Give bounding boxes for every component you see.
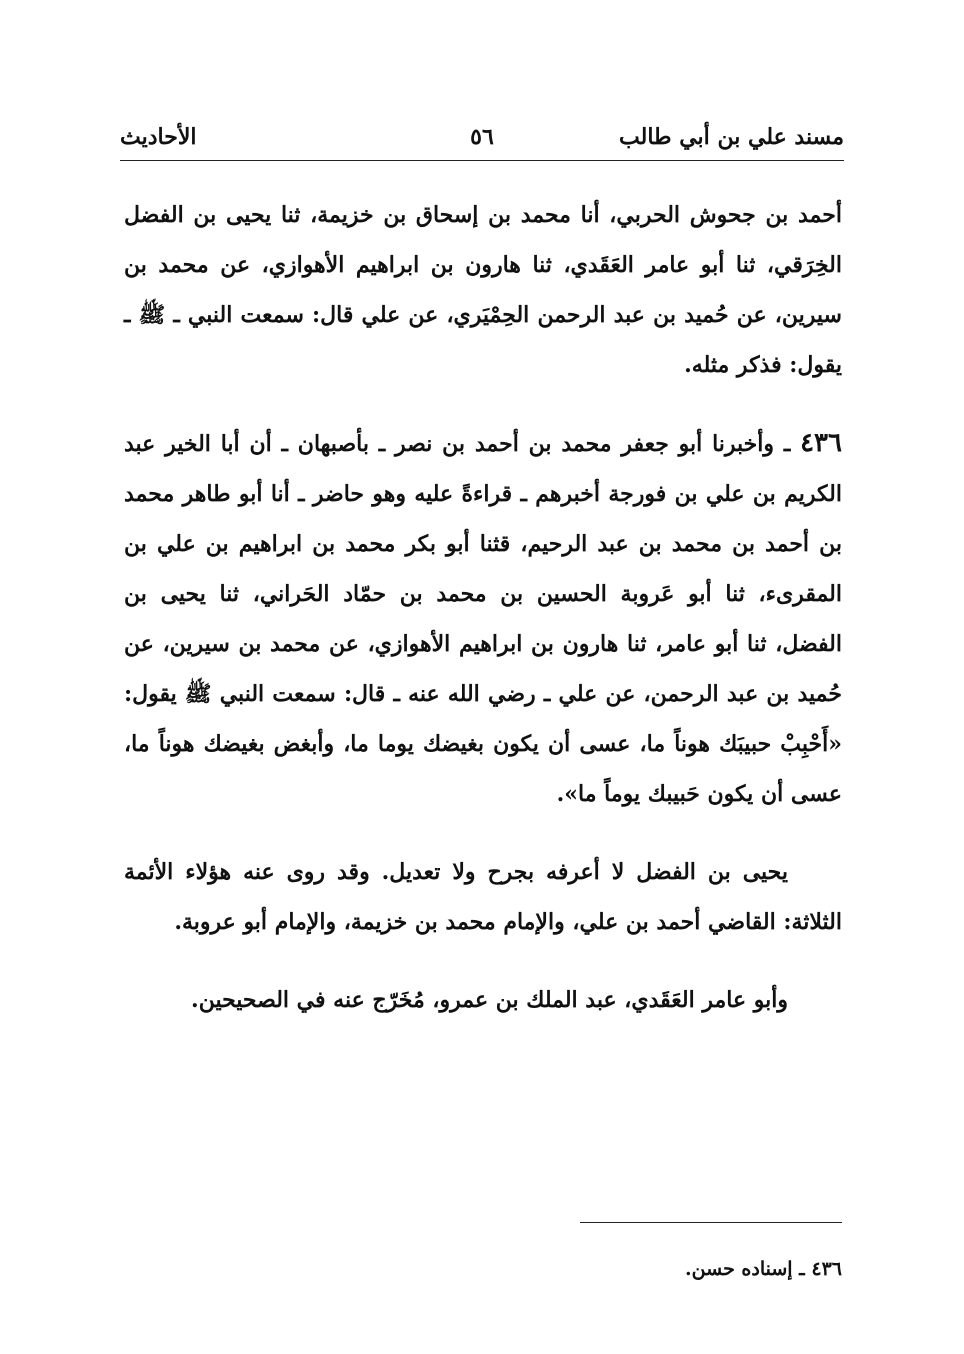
paragraph-4: وأبو عامر العَقَدي، عبد الملك بن عمرو، مُخَرّج عنه في الصحيحين.: [191, 987, 788, 1013]
page-number: ٥٦: [470, 124, 494, 150]
paragraph-2-text: ـ وأخبرنا أبو جعفر محمد بن أحمد بن نصر ـ بأصبهان ـ أن أبا الخير عبد الكريم بن علي بن فورجة أخبرهم ـ قراءةً عليه وهو حاضر ـ أنا أبو طاهر محمد بن أحمد بن محمد بن عبد الرحيم، قثنا أبو بكر محمد بن ابراهيم بن علي بن المقرىء، ثنا أبو عَروبة الحسين بن محمد بن حمّاد الحَراني، ثنا يحيى بن الفضل، ثنا أبو عامر، ثنا هارون بن ابراهيم الأهوازي، عن محمد بن سيرين، عن حُميد بن عبد الرحمن، عن علي ـ رضي الله عنه ـ قال: سمعت النبي ﷺ يقول: «أَحْبِبْ حبيبَك هوناً ما، عسى أن يكون بغيضك يوما ما، وأبغض بغيضك هوناً ما، عسى أن يكون حَبيبك يوماً ما».: [124, 431, 842, 807]
header-divider: [120, 160, 844, 161]
footnote: ٤٣٦ ـ إسناده حسن.: [685, 1258, 842, 1280]
book-title: مسند علي بن أبي طالب: [619, 124, 844, 150]
main-text: [124, 190, 842, 1053]
page-header: [120, 118, 844, 158]
paragraph-1: أحمد بن جحوش الحربي، أنا محمد بن إسحاق بن خزيمة، ثنا يحيى بن الفضل الخِرَقي، ثنا أبو عامر العَقَدي، ثنا هارون بن ابراهيم الأهوازي، عن محمد بن سيرين، عن حُميد بن عبد الرحمن الحِمْيَري، عن علي قال: سمعت النبي ـ ﷺ ـ يقول: فذكر مثله.: [124, 202, 842, 378]
paragraph-2: [124, 418, 842, 819]
paragraph-3: يحيى بن الفضل لا أعرفه بجرح ولا تعديل. وقد روى عنه هؤلاء الأئمة الثلاثة: القاضي أحمد بن علي، والإمام محمد بن خزيمة، والإمام أبو عروبة.: [124, 859, 842, 935]
section-title: الأحاديث: [120, 124, 197, 150]
hadith-number: ٤٣٦: [800, 428, 842, 458]
footnote-divider: [580, 1222, 842, 1223]
